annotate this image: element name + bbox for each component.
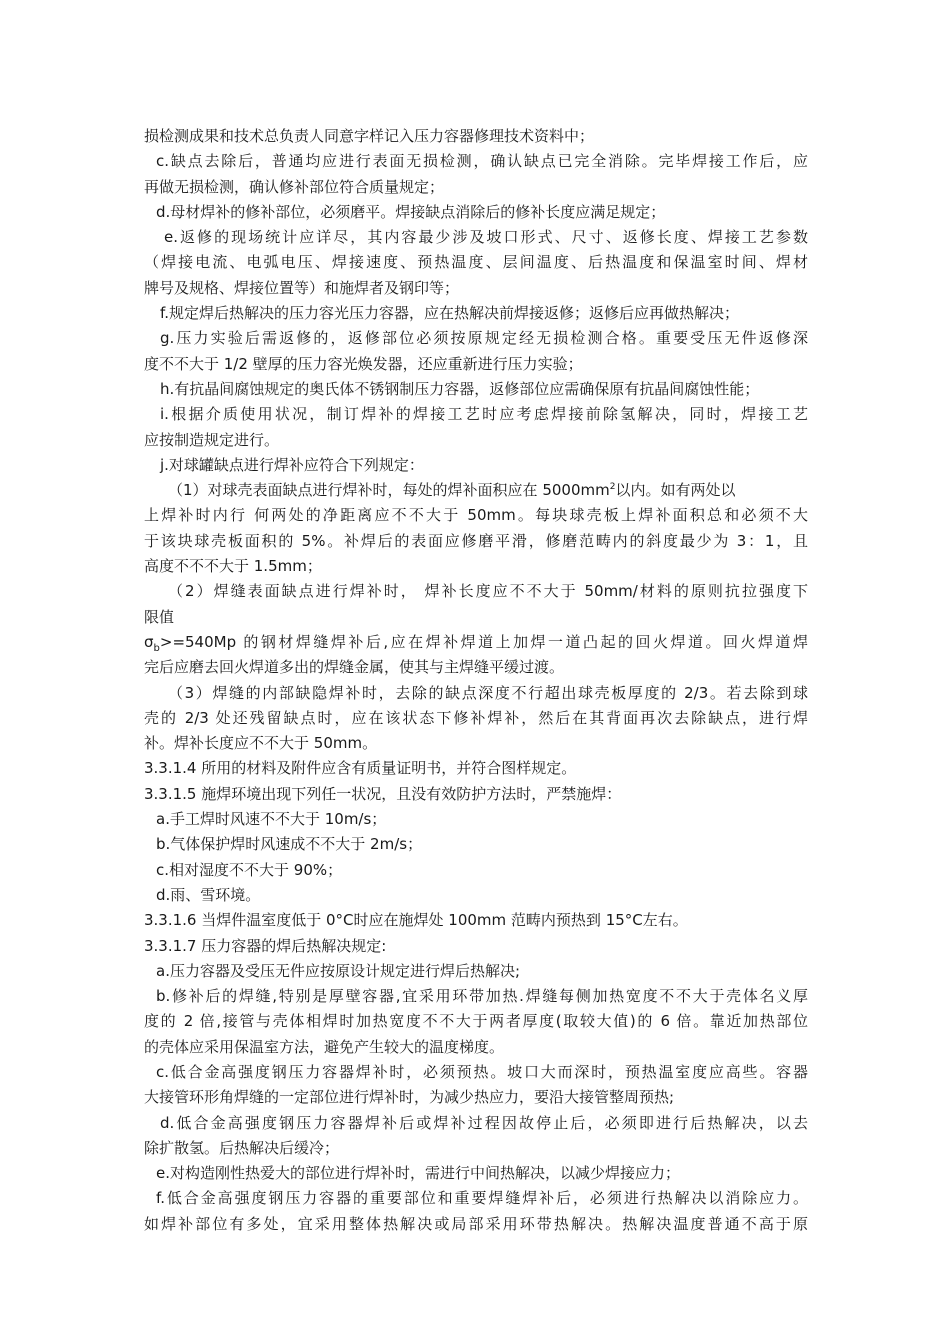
text-line: e.返修的现场统计应详尽，其内容最少涉及坡口形式、尺寸、返修长度、焊接工艺参数	[164, 228, 808, 247]
text-line: 除扩散氢。后热解决后缓冷；	[144, 1138, 340, 1157]
text-line: 上焊补时内行 何两处的净距离应不不大于 50mm。每块球壳板上焊补面积总和必须不大	[144, 506, 808, 525]
text-line	[144, 478, 808, 503]
text-line: 3.3.1.7 压力容器的焊后热解决规定:	[144, 936, 387, 955]
text-line: （3）焊缝的内部缺隐焊补时，去除的缺点深度不行超出球壳板厚度的 2/3。若去除到球	[168, 683, 808, 702]
text-line: 补。焊补长度应不不大于 50mm。	[144, 734, 378, 753]
text-line: 牌号及规格、焊接位置等）和施焊者及钢印等；	[144, 278, 460, 297]
text-line: j.对球罐缺点进行焊补应符合下列规定：	[160, 455, 424, 474]
text-run: >=540Mp 的钢材焊缝焊补后,应在焊补焊道上加焊一道凸起的回火焊道。回火焊道焊	[159, 632, 808, 651]
text-line: 壳的 2/3 处还残留缺点时，应在该状态下修补焊补，然后在其背面再次去除缺点，进行焊	[144, 708, 808, 727]
text-line: 的壳体应采用保温室方法，避免产生较大的温度梯度。	[144, 1037, 505, 1056]
text-line: 3.3.1.4 所用的材料及附件应含有质量证明书，并符合图样规定。	[144, 759, 577, 778]
text-run: 以内。如有两处以	[615, 481, 736, 500]
text-line: d.雨、雪环境。	[156, 885, 261, 904]
text-line: 应按制造规定进行。	[144, 430, 280, 449]
subscript: b	[153, 642, 160, 654]
text-line: 3.3.1.5 施焊环境出现下列任一状况，且没有效防护方法时，严禁施焊：	[144, 784, 622, 803]
document-body	[144, 124, 808, 1237]
text-line: f.低合金高强度钢压力容器的重要部位和重要焊缝焊补后，必须进行热解决以消除应力。	[156, 1189, 808, 1208]
text-line: 完后应磨去回火焊道多出的焊缝金属，使其与主焊缝平缓过渡。	[144, 658, 565, 677]
text-line: c.相对湿度不不大于 90%；	[156, 860, 343, 879]
text-line: c.低合金高强度钢压力容器焊补时，必须预热。坡口大而深时，预热温室度应高些。容器	[156, 1062, 808, 1081]
text-line: （焊接电流、电弧电压、焊接速度、预热温度、层间温度、后热温度和保温室时间、焊材	[144, 253, 808, 272]
text-line	[144, 630, 808, 655]
text-line: b.气体保护焊时风速成不不大于 2m/s；	[156, 835, 423, 854]
text-run: （1）对球壳表面缺点进行焊补时，每处的焊补面积应在 5000mm	[168, 481, 610, 500]
text-line: c.缺点去除后，普通均应进行表面无损检测，确认缺点已完全消除。完毕焊接工作后，应	[156, 152, 808, 171]
text-line: 于该块球壳板面积的 5%。补焊后的表面应修磨平滑，修磨范畴内的斜度最少为 3：1，且	[144, 531, 808, 550]
text-line: f.规定焊后热解决的压力容光压力容器，应在热解决前焊接返修；返修后应再做热解决；	[160, 304, 739, 323]
text-line: a.压力容器及受压无件应按原设计规定进行焊后热解决;	[156, 961, 521, 980]
text-line: g.压力实验后需返修的，返修部位必须按原规定经无损检测合格。重要受压无件返修深	[160, 329, 808, 348]
text-line: 度不不大于 1/2 壁厚的压力容光焕发器，还应重新进行压力实验；	[144, 354, 583, 373]
text-line: a.手工焊时风速不不大于 10m/s；	[156, 810, 387, 829]
text-line: 再做无损检测，确认修补部位符合质量规定；	[144, 177, 445, 196]
text-line: 度的 2 倍,接管与壳体相焊时加热宽度不不大于两者厚度(取较大值)的 6 倍。靠近加热部位	[144, 1012, 808, 1031]
text-line: 限值	[144, 607, 175, 626]
text-line: e.对构造刚性热爱大的部位进行焊补时，需进行中间热解决，以减少焊接应力；	[156, 1164, 681, 1183]
text-line: d.低合金高强度钢压力容器焊补后或焊补过程因故停止后，必须即进行后热解决，以去	[160, 1113, 808, 1132]
text-line: h.有抗晶间腐蚀规定的奥氏体不锈钢制压力容器，返修部位应需确保原有抗晶间腐蚀性能；	[160, 379, 760, 398]
text-line: 高度不不不大于 1.5mm；	[144, 557, 322, 576]
text-line: 大接管环形角焊缝的一定部位进行焊补时，为减少热应力，要沿大接管整周预热;	[144, 1088, 675, 1107]
text-line: 损检测成果和技术总负责人同意字样记入压力容器修理技术资料中；	[144, 127, 595, 145]
text-line: 如焊补部位有多处，宜采用整体热解决或局部采用环带热解决。热解决温度普通不高于原	[144, 1214, 808, 1233]
text-line: （2）焊缝表面缺点进行焊补时， 焊补长度应不不大于 50mm/材料的原则抗拉强度下	[168, 582, 808, 601]
text-line: d.母材焊补的修补部位，必须磨平。焊接缺点消除后的修补长度应满足规定；	[156, 202, 666, 221]
text-run: σ	[144, 632, 154, 651]
text-line: i.根据介质使用状况，制订焊补的焊接工艺时应考虑焊接前除氢解决，同时，焊接工艺	[160, 405, 808, 424]
text-line: b.修补后的焊缝,特别是厚壁容器,宜采用环带加热.焊缝每侧加热宽度不不大于壳体名义厚	[156, 987, 808, 1006]
text-line: 3.3.1.6 当焊件温室度低于 0°C时应在施焊处 100mm 范畴内预热到 15°C左右。	[144, 911, 688, 930]
superscript: 2	[609, 482, 616, 493]
